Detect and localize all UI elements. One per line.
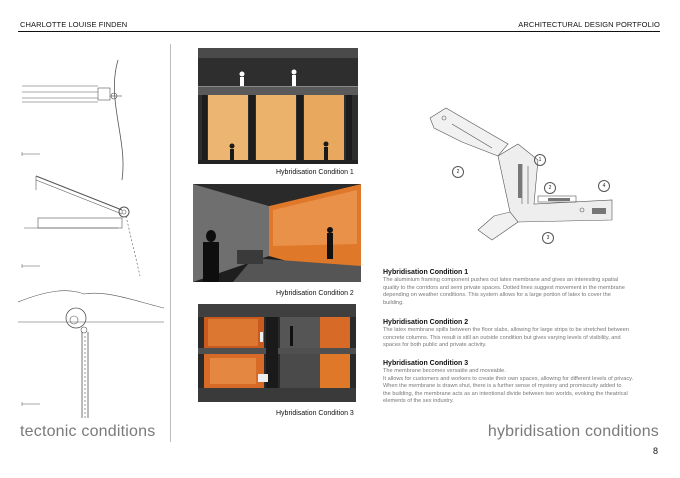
plan-marker-2b: 2 [544, 182, 556, 194]
render-condition-2 [193, 184, 361, 282]
render-2-caption: Hybridisation Condition 2 [276, 290, 354, 297]
condition-3-line: elements of the sex industry. [383, 398, 454, 405]
condition-3-text [383, 359, 663, 406]
render-condition-3 [198, 304, 356, 402]
condition-3-line: The membrane becomes versatile and moveable. [383, 368, 506, 374]
plan-marker-2a: 2 [452, 166, 464, 178]
detail-2-drawing [24, 176, 140, 276]
plan-marker-1: 1 [534, 154, 546, 166]
condition-2-heading: Hybridisation Condition 2 [383, 319, 469, 326]
scale-bar-3 [22, 402, 40, 406]
condition-2-text [383, 318, 663, 350]
scale-bar-1 [22, 152, 40, 156]
condition-1-line: quality to the corridors and semi private spaces. Dotted lines suggest movement in the membrane [383, 284, 625, 291]
condition-3-line: It allows for customers and workers to create their own spaces, allowing for different levels of privacy. [383, 375, 634, 382]
tectonic-drawings [18, 40, 166, 420]
condition-2-line: The latex membrane spills between the floor slabs, allowing for large strips to be stretched between [383, 327, 629, 333]
render-3-caption: Hybridisation Condition 3 [276, 410, 354, 417]
tectonic-conditions-title: tectonic conditions [20, 423, 156, 440]
column-divider [170, 44, 171, 442]
condition-3-line: the building, the membrane acts as an intentional divide between two worlds, evoking the theatrical [383, 390, 628, 397]
plan-marker-4: 4 [598, 180, 610, 192]
condition-2-line: spaces for both public and private activity. [383, 342, 487, 349]
header-rule [18, 31, 660, 32]
condition-3-heading: Hybridisation Condition 3 [383, 360, 469, 367]
condition-1-line: The aluminium framing component pushes out latex membrane and gives an interesting spatial [383, 277, 619, 283]
floor-plan-drawing [422, 104, 622, 244]
render-1-caption: Hybridisation Condition 1 [276, 169, 354, 176]
condition-1-line: depending on weather conditions. This system allows for a large portion of latex to cover the [383, 292, 611, 299]
page-number: 8 [652, 446, 658, 456]
scale-bar-2 [22, 264, 40, 268]
condition-2-line: concrete columns. This result is still an outside condition but gives varying levels of visibility, and [383, 334, 621, 341]
plan-marker-3: 3 [542, 232, 554, 244]
author-name: CHARLOTTE LOUISE FINDEN [20, 20, 128, 29]
condition-1-heading: Hybridisation Condition 1 [383, 269, 469, 276]
condition-3-line: When the membrane is drawn shut, there is a further sense of mystery and promiscuity added to [383, 383, 622, 390]
condition-1-line: building. [383, 299, 404, 306]
render-condition-1 [198, 48, 358, 164]
detail-3-drawing [18, 291, 164, 418]
hybridisation-conditions-title: hybridisation conditions [487, 423, 659, 440]
portfolio-title: ARCHITECTURAL DESIGN PORTFOLIO [518, 20, 660, 29]
detail-1-drawing [22, 60, 123, 180]
condition-1-text [383, 268, 663, 307]
